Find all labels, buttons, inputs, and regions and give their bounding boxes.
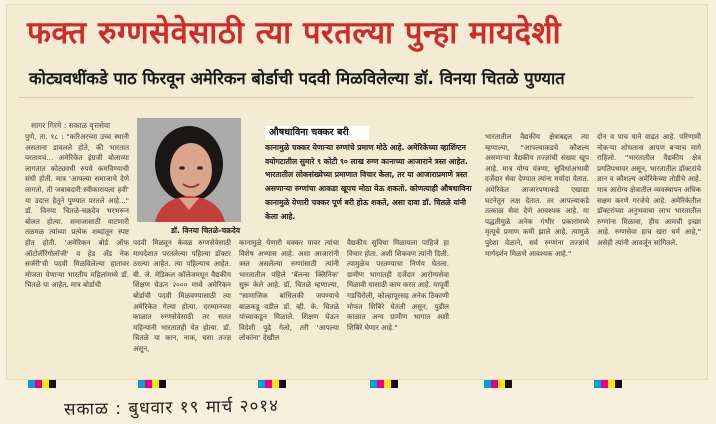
portrait-photo [137,118,241,222]
registration-color-bar [28,380,56,388]
article-column-4: वैद्यकीय सुविधा मिळायला पाहिजे हा विचार होता. अशी शिकवण त्यांनी दिली. त्यामुळेच परतण्याचा निर्णय घेतला. ग्रामीण भागातही दर्जेदार आरोग्यसेवा मिळावी यासाठी काम करत आहे. यापूर्वी गडचिरोली, कोल्हापूरसह अनेक ठिकाणी मोफत शिबिरे घेतली असून, पुढील काळात अन्य ग्रामीण भागात अशी शिबिरे घेणार आहे." [347,238,449,332]
article-column-2: पदवी मिळवून केवळ रुग्णसेवेसाठी मायदेशात परतलेल्या पहिल्या डॉक्टर ठरल्या आहेत. त्या पहिल्याच आहेत. बी. जे. मेडिकल कॉलेजमधून वैद्यकीय शिक्षण घेऊन २००० मध्ये अमेरिकन बोर्डाची पदवी मिळवण्यासाठी त्या अमेरिकेत गेल्या होत्या. दरम्यानच्या काळात रुग्णसेवेसाठी तर सतत महिन्यांनी भारतातही येत होत्या. डॉ. चितळे या कान, नाक, घसा तज्ज्ञ असून, [133,238,231,353]
woman-portrait-image [137,118,241,222]
registration-color-bar [594,380,622,388]
registration-color-bar [484,380,512,388]
byline: सागर गिरमे : सकाळ वृत्तसेवा [31,121,111,130]
photo-caption: डॉ. विनया चितळे-चक्रदेव [171,226,241,235]
registration-color-bar [138,380,166,388]
registration-color-bar [258,380,286,388]
sidebar-box-text: कानामुळे चक्कर येणाऱ्या रुग्णांचे प्रमाण मोठे आहे. अमेरिकेच्या व्हाशिंग्टन वयोगटातील सुमारे ९ कोटी ९० लाख रुग्ण कानाच्या आजाराने त्रस्त आहेत. भारतातील लोकसंख्येच्या प्रमाणात विचार केला, तर या आजाराप्रमाणे त्रस्त असणाऱ्या रुग्णांचा आकडा खूपच मोठा येऊ शकतो. कोणत्याही औषधाविना कानामुळे येणारी चक्कर पूर्ण बरी होऊ शकते, असा दावा डॉ. चितळे यांनी केला आहे. [265,142,472,221]
handwritten-dateline: सकाळ : बुधवार १९ मार्च २०१४ [63,396,280,420]
registration-color-bar [370,380,398,388]
article-column-6: दोन व पाच याने वाढत आहे. परिणामी नोकऱ्या शोधताना आपण बऱ्याच मागे राहिलो. "भारतातील वैद्यकीय क्षेत्र प्रगतिपथावर असून, भारतातील डॉक्टरांचे ज्ञान व कौशल्य अमेरिकेच्या तोडीचे आहे. मात्र आरोग्य क्षेत्रातील व्यवस्थापन अधिक सक्षम करणे गरजेचे आहे. अमेरिकेतील डॉक्टरांच्या अनुभवाचा लाभ भारतातील रुग्णांना मिळावा, हीच आमची इच्छा आहे. रुग्णसेवा हाच खरा धर्म आहे," असेही त्यांनी आवर्जून सांगितले. [597,132,701,247]
sidebar-box [265,126,479,230]
article-column-3: कानामुळे येणारी चक्कर यावर त्यांचा विशेष अभ्यास आहे. अशा आजारांनी त्रस्त असलेल्या रुग्णांसाठी त्यांनी भारतातील पहिले 'बॅलन्स क्लिनिक' सुरू केले आहे. डॉ. चितळे म्हणाल्या, "सामाजिक बांधिलकी जपण्याचे बाळकडू वडील डॉ. व्ही. के. चितळे यांच्याकडून मिळाले. शिक्षण घेऊन विदेशी पुढे गेलो, तरी 'आपल्या लोकांना' देखील [239,238,339,343]
headline: फक्त रुग्णसेवेसाठी त्या परतल्या पुन्हा मायदेशी [27,15,562,51]
sidebar-box-title: औषधाविना चक्कर बरी [265,126,369,140]
rule-divider [19,97,695,98]
newspaper-clipping [6,4,708,380]
subheadline: कोट्यवधींकडे पाठ फिरवून अमेरिकन बोर्डाची पदवी मिळविलेल्या डॉ. विनया चितळे पुण्यात [29,69,565,88]
article-column-5: भारतातील वैद्यकीय क्षेत्राबद्दल त्या म्हणाल्या, "आपल्याकडचे कौशल्य असणाऱ्या वैद्यकीय तज्ज्ञांची संख्या खूप आहे. मात्र योग्य यंत्रणा, सुविधांअभावी दर्जेदार सेवा देण्यात त्यांना मर्यादा येतात. अमेरिकेत आजारपणाकडे एखाद्या घटनेतून लक्ष देतात. तर आपल्याकडे तत्काळ सेवा देणे आवश्यक आहे. या पद्धतीमुळे अनेक गंभीर प्रकारांमध्ये मृत्यूचे प्रमाण कमी झाले आहे. त्यामुळे पुरेशा वेळाने, सर्व रुग्णांना तज्ज्ञांचे मार्गदर्शन मिळणे आवश्यक आहे." [485,132,589,258]
article-column-1: पुणे, ता. १८ : "करिअरच्या उच्च स्थानी असताना डावलले होते, की भारतात परतायचं... अमेरिकेत इंग्रजी बोलाव्या लागतात कोट्यवधी रुपये कमविण्याची संधी होती. मात्र 'आपल्या समाजाचे देणे लागतो, ती जबाबदारी स्वीकारायला हवी' या उदात्त हेतूने पुण्यात परतले आहे..." डॉ. विनया चितळे-चक्रदेव भरभरून बोलत होत्या. समाजासाठी वाटणारी तळमळ त्यांच्या प्रत्येक शब्दांतून स्पष्ट होत होती. 'अमेरिकन बोर्ड ऑफ ऑटोलॅरिंगोलॉजी' व हेड अँड नेक सर्जरी'ची पदवी मिळविलेल्या हातावर मोजता येणाऱ्या भारतीय महिलांमध्ये डॉ. चितळे या आहेत. मात्र बोर्डाची [25,132,129,290]
